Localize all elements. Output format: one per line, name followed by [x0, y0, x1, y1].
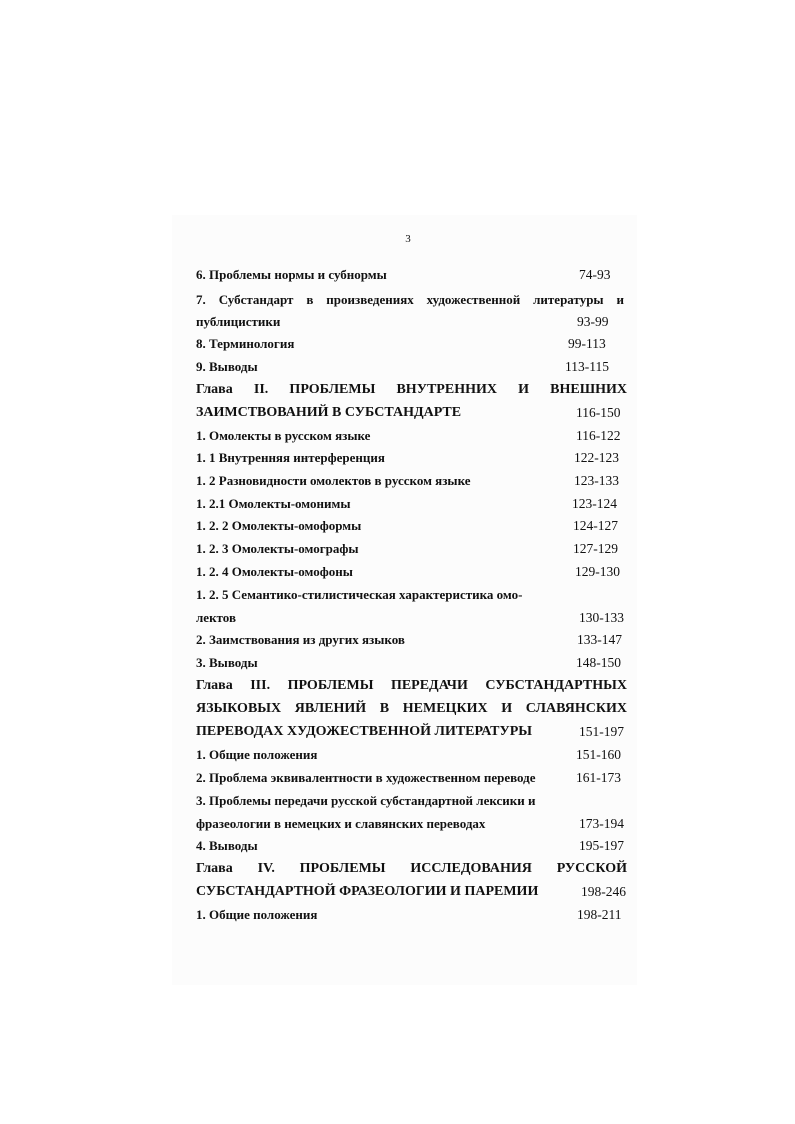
- toc-line: [196, 587, 624, 603]
- toc-title: 1. Общие положения: [196, 747, 318, 762]
- toc-line: [196, 541, 624, 557]
- toc-title: 1. Омолекты в русском языке: [196, 428, 371, 443]
- toc-title: 1. 2. 5 Семантико-стилистическая характеристика омо-: [196, 587, 523, 602]
- toc-pages: 74-93: [579, 267, 611, 282]
- toc-line: [196, 267, 624, 283]
- toc-pages: 116-122: [576, 428, 621, 443]
- toc-pages: 122-123: [574, 450, 619, 465]
- toc-line: [196, 884, 627, 900]
- toc-title: 9. Выводы: [196, 359, 258, 374]
- toc-title: 1. 2.1 Омолекты-омонимы: [196, 496, 351, 511]
- toc-pages: 93-99: [577, 314, 609, 329]
- toc-line: [196, 314, 624, 330]
- toc-title: ЯЗЫКОВЫХ ЯВЛЕНИЙ В НЕМЕЦКИХ И СЛАВЯНСКИХ: [196, 701, 627, 716]
- toc-pages: 129-130: [575, 564, 620, 579]
- toc-pages: 148-150: [576, 655, 621, 670]
- toc-pages: 123-133: [574, 473, 619, 488]
- toc-title: публицистики: [196, 314, 281, 329]
- toc-pages: 151-160: [576, 747, 621, 762]
- toc-title: Глава II. ПРОБЛЕМЫ ВНУТРЕННИХ И ВНЕШНИХ: [196, 382, 627, 397]
- toc-line: [196, 473, 624, 489]
- toc-line: [196, 564, 624, 580]
- toc-pages: 99-113: [568, 336, 606, 351]
- toc-line: [196, 701, 627, 717]
- toc-title: 3. Проблемы передачи русской субстандартной лексики и: [196, 793, 536, 808]
- toc-line: [196, 678, 627, 694]
- toc-line: [196, 336, 624, 352]
- toc-title: 6. Проблемы нормы и субнормы: [196, 267, 387, 282]
- toc-title: лектов: [196, 610, 236, 625]
- toc-title: 2. Проблема эквивалентности в художественном переводе: [196, 770, 536, 785]
- toc-pages: 130-133: [579, 610, 624, 625]
- toc-pages: 198-211: [577, 907, 622, 922]
- toc-pages: 198-246: [581, 884, 626, 899]
- toc-title: 1. 2. 4 Омолекты-омофоны: [196, 564, 353, 579]
- toc-line: [196, 382, 627, 398]
- toc-title: 3. Выводы: [196, 655, 258, 670]
- toc-pages: 127-129: [573, 541, 618, 556]
- page-number: 3: [405, 233, 411, 245]
- toc-title: 1. 2 Разновидности омолектов в русском языке: [196, 473, 471, 488]
- toc-pages: 123-124: [572, 496, 617, 511]
- toc-title: 7. Субстандарт в произведениях художественной литературы и: [196, 292, 624, 307]
- toc-line: [196, 405, 627, 421]
- toc-pages: 195-197: [579, 838, 624, 853]
- toc-line: [196, 907, 624, 923]
- toc-title: ЗАИМСТВОВАНИЙ В СУБСТАНДАРТЕ: [196, 405, 462, 420]
- toc-line: [196, 724, 627, 740]
- toc-line: [196, 518, 624, 534]
- toc-title: 4. Выводы: [196, 838, 258, 853]
- toc-line: [196, 496, 624, 512]
- toc-title: 1. 2. 2 Омолекты-омоформы: [196, 518, 362, 533]
- toc-title: ПЕРЕВОДАХ ХУДОЖЕСТВЕННОЙ ЛИТЕРАТУРЫ: [196, 724, 533, 739]
- toc-title: 2. Заимствования из других языков: [196, 632, 405, 647]
- toc-title: 8. Терминология: [196, 336, 295, 351]
- toc-line: [196, 655, 624, 671]
- toc-pages: 116-150: [576, 405, 621, 420]
- toc-line: [196, 632, 624, 648]
- toc-line: [196, 747, 624, 763]
- toc-title: 1. Общие положения: [196, 907, 318, 922]
- toc-pages: 151-197: [579, 724, 624, 739]
- toc-line: [196, 770, 624, 786]
- toc-title: Глава III. ПРОБЛЕМЫ ПЕРЕДАЧИ СУБСТАНДАРТНЫХ: [196, 678, 627, 693]
- toc-line: [196, 292, 624, 308]
- toc-line: [196, 428, 624, 444]
- toc-line: [196, 816, 624, 832]
- toc-pages: 173-194: [579, 816, 624, 831]
- toc-title: 1. 2. 3 Омолекты-омографы: [196, 541, 359, 556]
- toc-line: [196, 793, 624, 809]
- toc-title: Глава IV. ПРОБЛЕМЫ ИССЛЕДОВАНИЯ РУССКОЙ: [196, 861, 627, 876]
- toc-line: [196, 838, 624, 854]
- toc-pages: 161-173: [576, 770, 621, 785]
- toc-title: 1. 1 Внутренняя интерференция: [196, 450, 385, 465]
- toc-line: [196, 610, 624, 626]
- toc-line: [196, 450, 624, 466]
- toc-pages: 124-127: [573, 518, 618, 533]
- toc-pages: 133-147: [577, 632, 622, 647]
- toc-title: СУБСТАНДАРТНОЙ ФРАЗЕОЛОГИИ И ПАРЕМИИ: [196, 884, 539, 899]
- toc-pages: 113-115: [565, 359, 609, 374]
- toc-line: [196, 861, 627, 877]
- toc-line: [196, 359, 624, 375]
- toc-title: фразеологии в немецких и славянских переводах: [196, 816, 486, 831]
